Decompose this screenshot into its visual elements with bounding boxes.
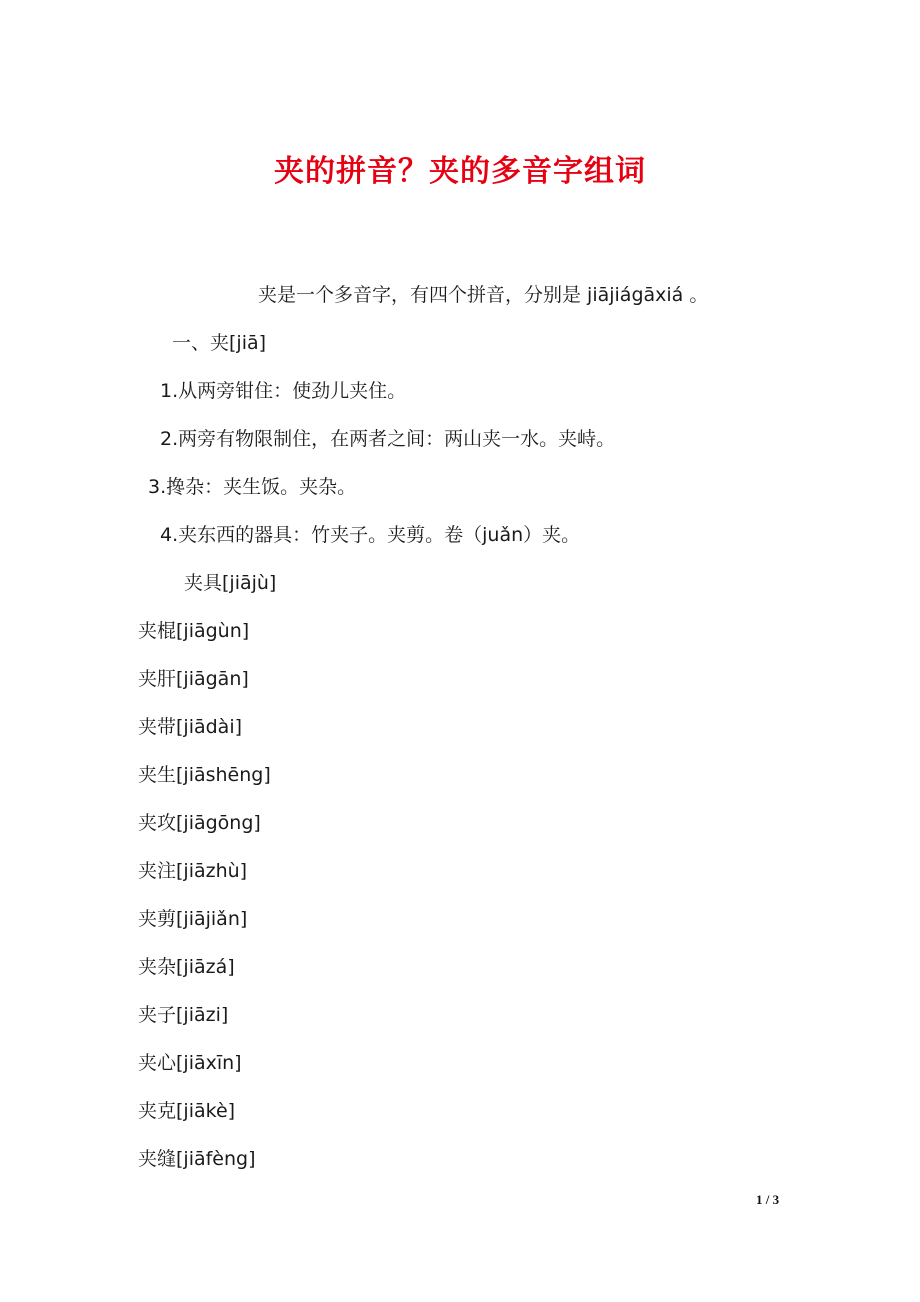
word-entry: 夹杂[jiāzá] — [138, 956, 235, 978]
word-entry: 夹注[jiāzhù] — [138, 860, 248, 882]
intro-paragraph: 夹是一个多音字，有四个拼音，分别是 jiājiágāxiá 。 — [258, 284, 709, 306]
definition-item: 2.两旁有物限制住，在两者之间：两山夹一水。夹峙。 — [160, 428, 616, 450]
word-entry: 夹生[jiāshēng] — [138, 764, 271, 786]
word-entry: 夹带[jiādài] — [138, 716, 243, 738]
page-title: 夹的拼音？夹的多音字组词 — [274, 154, 646, 189]
word-entry: 夹剪[jiājiǎn] — [138, 908, 248, 930]
word-entry: 夹缝[jiāfèng] — [138, 1148, 256, 1170]
definition-item: 1.从两旁钳住：使劲儿夹住。 — [160, 380, 407, 402]
word-entry: 夹克[jiākè] — [138, 1100, 236, 1122]
word-entry: 夹攻[jiāgōng] — [138, 812, 261, 834]
word-entry: 夹肝[jiāgān] — [138, 668, 249, 690]
word-entry: 夹具[jiājù] — [184, 572, 277, 594]
section-heading: 一、夹[jiā] — [172, 332, 267, 354]
definition-item: 3.搀杂：夹生饭。夹杂。 — [148, 476, 357, 498]
word-entry: 夹心[jiāxīn] — [138, 1052, 242, 1074]
word-entry: 夹子[jiāzi] — [138, 1004, 229, 1026]
word-entry: 夹棍[jiāgùn] — [138, 620, 250, 642]
page-number: 1 / 3 — [756, 1192, 780, 1207]
definition-item: 4.夹东西的器具：竹夹子。夹剪。卷（juǎn）夹。 — [160, 524, 581, 546]
